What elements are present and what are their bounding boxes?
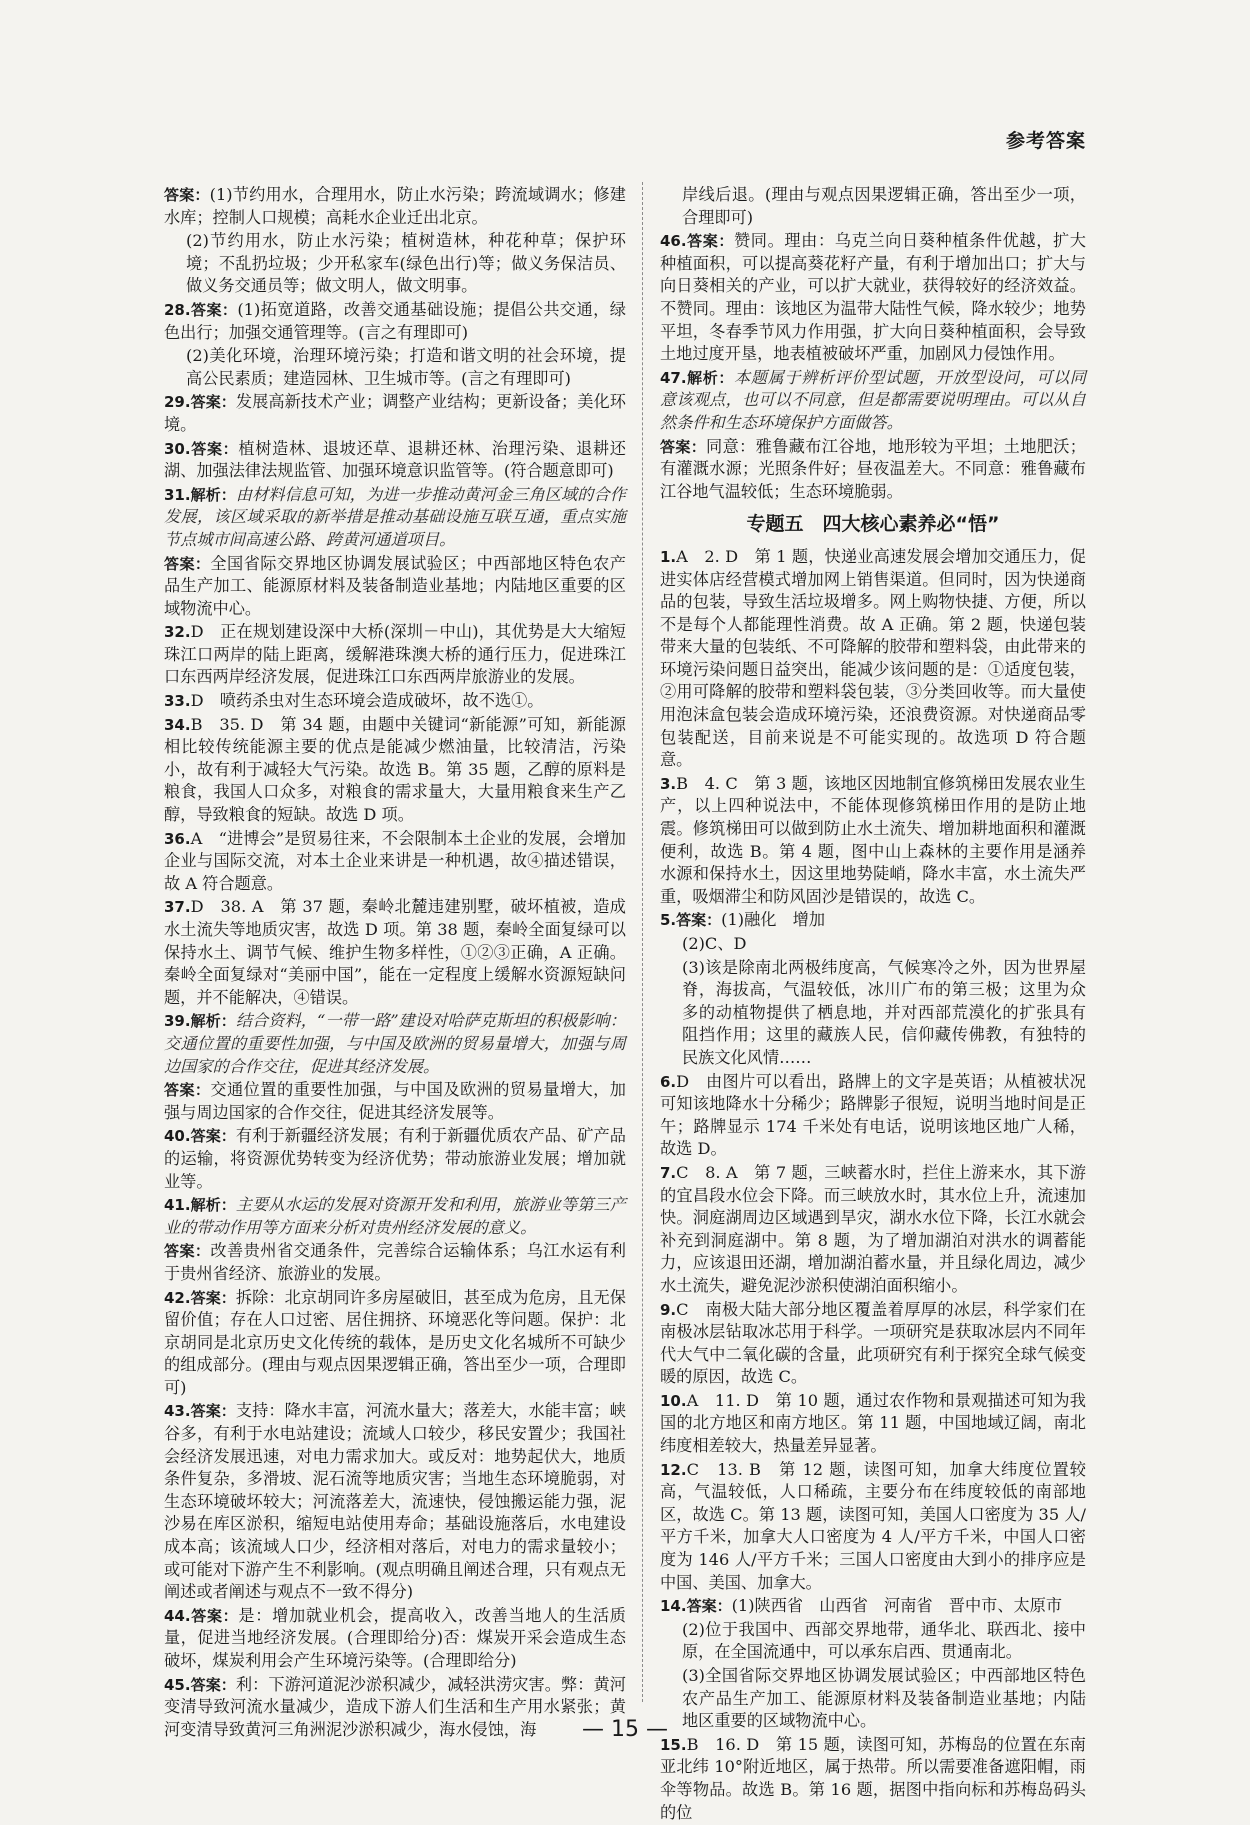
item-text: 是：增加就业机会，提高收入，改善当地人的生活质量，促进当地经济发展。(合理即给分)否：煤炭开采会造成生态破坏，煤炭利用会产生环境污染等。(合理即给分) [164,1605,626,1670]
item-number: 33. [164,692,191,711]
item-text: (1)融化 增加 [721,910,826,930]
answer-item [164,621,626,689]
page-number: — 15 — [582,1717,668,1742]
item-text: (2)位于我国中、西部交界地带，通华北、联西北、接中原，在全国流通中，可以承东启西、贯通南北。 [682,1619,1086,1662]
item-text: 同意：雅鲁藏布江谷地，地形较为平坦；土地肥沃；有灌溉水源；光照条件好；昼夜温差大。不同意：雅鲁藏布江谷地气温较低；生态环境脆弱。 [660,436,1086,501]
item-text: (3)全国省际交界地区协调发展试验区；中西部地区特色农产品生产加工、能源原材料及装备制造业基地；内陆地区重要的区域物流中心。 [682,1666,1086,1731]
item-text: 交通位置的重要性加强，与中国及欧洲的贸易量增大，加强与周边国家的合作交往，促进其经济发展等。 [164,1080,626,1122]
item-number: 34. [164,715,191,734]
answer-item [164,1287,626,1400]
answer-item [660,1734,1086,1824]
answer-item [164,1240,626,1285]
item-number: 42. [164,1288,191,1307]
item-number: 14. [660,1597,687,1616]
answer-item [660,1162,1086,1298]
item-number: 9. [660,1300,677,1319]
item-text: (1)节约用水，合理用水，防止水污染；跨流域调水；修建水库；控制人口规模；高耗水企业迁出北京。 [164,185,626,227]
item-text: 由材料信息可知，为进一步推动黄河金三角区域的合作发展，该区域采取的新举措是推动基础设施互联互通，重点实施节点城市间高速公路、跨黄河通道项目。 [164,484,626,549]
item-text: B 4. C 第 3 题，该地区因地制宜修筑梯田发展农业生产，以上四种说法中，不能体现修筑梯田作用的是防止地震。修筑梯田可以做到防止水土流失、增加耕地面积和灌溉便利，故选 B。第 4 题，图中山上森林的主要作用是涵养水源和保持水土，因这里地势陡峭，降水丰富，水土流失严重，吸烟滞尘和防风固沙是错误的，故选 C。 [660,773,1086,906]
item-number: 46. [660,232,687,251]
item-number: 40. [164,1127,191,1146]
item-label: 解析： [190,1196,236,1215]
item-label: 答案： [190,300,238,319]
item-text: D 喷药杀虫对生态环境会造成破坏，故不选①。 [190,691,544,711]
item-label: 答案： [190,393,236,412]
answer-item [164,184,626,229]
item-text: (2)美化环境，治理环境污染；打造和谐文明的社会环境，提高公民素质；建造园林、卫生城市等。(言之有理即可) [186,346,626,388]
answer-item [164,391,626,436]
item-text: 赞同。理由：乌克兰向日葵种植条件优越，扩大种植面积，可以提高葵花籽产量，有利于增加出口；扩大与向日葵相关的产业，可以扩大就业，获得较好的经济效益。不赞同。理由：该地区为温带大陆性气候，降水较少；地势平坦，冬春季节风力作用强，扩大向日葵种植面积，会导致土地过度开垦，地表植被破坏严重，加剧风力侵蚀作用。 [660,231,1086,364]
right-column-after [660,546,1086,1824]
item-label: 答案： [686,232,734,251]
item-label: 解析： [190,1012,236,1031]
answer-item [164,1079,626,1124]
answer-item [660,546,1086,772]
item-number: 31. [164,485,191,504]
item-text: (2)C、D [682,934,747,953]
header-title: 参考答案 [1005,130,1086,152]
answer-item [660,1619,1086,1664]
answer-item [164,299,626,344]
answer-item [164,714,626,827]
item-text: B 35. D 第 34 题，由题中关键词“新能源”可知，新能源相比较传统能源主要的优点是能减少燃油量，比较清洁，污染小，故有利于减轻大气污染。故选 B。第 35 题，乙醇的原料是粮食，我国人口众多，对粮食的需求量大，大量用粮食来生产乙醇，导致粮食的短缺。故选 D 项。 [164,714,626,825]
answer-item [660,230,1086,366]
answer-item [660,1595,1086,1618]
item-label: 答案： [660,437,707,456]
item-text: (3)该是除南北两极纬度高，气候寒冷之外，因为世界屋脊，海拔高，气温较低，冰川广布的第三极；这里为众多的动植物提供了栖息地，并对西部荒漠化的扩张具有阻挡作用；这里的藏族人民，信仰藏传佛教，有独特的民族文化风情…… [682,957,1086,1067]
item-text: C 13. B 第 12 题，读图可知，加拿大纬度位置较高，气温较低，人口稀疏，主要分布在纬度较低的南部地区，故选 C。第 13 题，读图可知，美国人口密度为 35 人/平方千米，加拿大人口密度为 4 人/平方千米，中国人口密度为 146 人/平方千米；三国人口密度由大到小的排序应是中国、美国、加拿大。 [660,1459,1086,1592]
item-number: 39. [164,1012,191,1031]
answer-item [660,773,1086,909]
item-number: 32. [164,623,191,642]
item-text: D 正在规划建设深中大桥(深圳－中山)，其优势是大大缩短珠江口两岸的陆上距离，缓解港珠澳大桥的通行压力，促进珠江口东西两岸经济发展，促进珠江口东西两岸旅游业的发展。 [164,622,626,687]
item-text: 有利于新疆经济发展；有利于新疆优质农产品、矿产品的运输，将资源优势转变为经济优势；带动旅游业发展；增加就业等。 [164,1126,626,1191]
item-text: C 南极大陆大部分地区覆盖着厚厚的冰层，科学家们在南极冰层钻取冰芯用于科学。一项研究是获取冰层内不同年代大气中二氧化碳的含量，此项研究有利于探究全球气候变暖的原因，故选 C。 [660,1299,1086,1387]
answer-item [164,1010,626,1078]
item-text: 岸线后退。(理由与观点因果逻辑正确，答出至少一项，合理即可) [682,185,1086,227]
answer-item [660,957,1086,1070]
section-title: 专题五 四大核心素养必“悟” [746,513,1000,536]
item-text: (1)拓宽道路，改善交通基础设施；提倡公共交通，绿色出行；加强交通管理等。(言之有理即可) [164,299,626,342]
column-divider [642,182,643,1702]
left-column [164,184,626,1742]
answer-item [164,1194,626,1239]
answer-item [164,828,626,896]
item-text: 改善贵州省交通条件，完善综合运输体系；乌江水运有利于贵州省经济、旅游业的发展。 [164,1241,626,1283]
answer-item [164,438,626,483]
answer-item [164,896,626,1009]
item-text: 拆除：北京胡同许多房屋破旧，甚至成为危房，且无保留价值；存在人口过密、居住拥挤、环境恶化等问题。保护：北京胡同是北京历史文化传统的载体，是历史文化名城所不可缺少的组成部分。(理由与观点因果逻辑正确，答出至少一项，合理即可) [164,1287,626,1397]
answer-item [660,1299,1086,1389]
item-label: 答案： [190,1288,236,1307]
item-text: 利：下游河道泥沙淤积减少，减轻洪涝灾害。弊：黄河变清导致河流水量减少，造成下游人们生活和生产用水紧张；黄河变清导致黄河三角洲泥沙淤积减少，海水侵蚀，海 [164,1674,626,1739]
answer-item [164,1400,626,1603]
right-column-before [660,184,1086,503]
answer-item [660,436,1086,504]
item-number: 7. [660,1163,677,1182]
item-label: 答案： [190,1402,236,1421]
item-number: 36. [164,829,191,848]
answer-item [164,690,626,713]
item-number: 43. [164,1402,191,1421]
answer-item [164,1125,626,1193]
item-number: 3. [660,774,677,793]
item-label: 答案： [164,554,211,573]
item-number: 41. [164,1196,191,1215]
item-number: 28. [164,300,191,319]
right-column [660,184,1086,1825]
answer-item [660,1390,1086,1458]
answer-item [164,345,626,390]
item-number: 5. [660,911,677,930]
item-number: 1. [660,547,677,566]
item-text: 主要从水运的发展对资源开发和利用，旅游业等第三产业的带动作用等方面来分析对贵州经济发展的意义。 [164,1195,626,1237]
item-text: 全国省际交界地区协调发展试验区；中西部地区特色农产品生产加工、能源原材料及装备制造业基地；内陆地区重要的区域物流中心。 [164,553,626,618]
item-number: 30. [164,439,191,458]
item-text: B 16. D 第 15 题，读图可知，苏梅岛的位置在东南亚北纬 10°附近地区，属于热带。所以需要准备遮阳帽，雨伞等物品。故选 B。第 16 题，据图中指向标和苏梅岛码头的位 [660,1734,1086,1822]
item-number: 29. [164,393,191,412]
answer-item [660,367,1086,435]
item-label: 答案： [164,186,210,204]
item-text: C 8. A 第 7 题，三峡蓄水时，拦住上游来水，其下游的宜昌段水位会下降。而三峡放水时，其水位上升，流速加快。洞庭湖周边区域遇到旱灾，湖水水位下降，长江水就会补充到洞庭湖中。第 8 题，为了增加湖泊对洪水的调蓄能力，应该退田还湖，增加湖泊蓄水量，并且绿化周边，减少水土流失，避免泥沙淤积使湖泊面积缩小。 [660,1162,1086,1295]
answer-item [164,553,626,621]
item-text: D 由图片可以看出，路牌上的文字是英语；从植被状况可知该地降水十分稀少；路牌影子很短，说明当地时间是正午；路牌显示 174 千米处有电话，说明该地区地广人稀，故选 D。 [660,1071,1086,1159]
item-number: 44. [164,1606,191,1625]
item-text: D 38. A 第 37 题，秦岭北麓违建别墅，破坏植被，造成水土流失等地质灾害，故选 D 项。第 38 题，秦岭全面复绿可以保持水土、调节气候、维护生物多样性，①②③正确，A 正确。秦岭全面复绿对“美丽中国”，能在一定程度上缓解水资源短缺问题，并不能解决，④错误。 [164,897,626,1007]
answer-item [660,1071,1086,1161]
item-number: 37. [164,898,191,917]
answer-item [660,909,1086,932]
item-text: 植树造林、退坡还草、退耕还林、治理污染、退耕还湖、加强法律法规监管、加强环境意识监管等。(符合题意即可) [164,438,626,481]
item-label: 答案： [190,1606,239,1625]
item-label: 答案： [164,1081,211,1100]
item-text: 支持：降水丰富，河流水量大；落差大，水能丰富；峡谷多，有利于水电站建设；流域人口较少，移民安置少；我国社会经济发展迅速，对电力需求加大。或反对：地势起伏大，地质条件复杂，多滑坡、泥石流等地质灾害；当地生态环境脆弱，对生态环境破坏较大；河流落差大，流速快，侵蚀搬运能力强，泥沙易在库区淤积，缩短电站使用寿命；基础设施落后，水电建设成本高；该流域人口少，经济相对落后，对电力的需求量较小；或可能对下游产生不利影响。(观点明确且阐述合理，只有观点无阐述或者阐述与观点不一致不得分) [164,1401,626,1602]
item-label: 答案： [190,1127,236,1146]
item-text: A “进博会”是贸易往来，不会限制本土企业的发展，会增加企业与国际交流，对本土企业来讲是一种机遇，故④描述错误，故 A 符合题意。 [164,828,626,893]
item-label: 答案： [686,1597,732,1616]
item-text: A 11. D 第 10 题，通过农作物和景观描述可知为我国的北方地区和南方地区。第 11 题，中国地域辽阔，南北纬度相差较大，热量差异显著。 [660,1390,1086,1456]
answer-item [164,484,626,552]
item-text: (2)节约用水，防止水污染；植树造林，种花种草；保护环境；不乱扔垃圾；少开私家车(绿色出行)等；做义务保洁员、做义务交通员等；做文明人，做文明事。 [186,231,626,296]
answer-item [660,933,1086,956]
item-number: 6. [660,1072,677,1091]
item-label: 解析： [190,485,236,504]
item-number: 12. [660,1460,687,1479]
item-number: 47. [660,368,687,387]
item-label: 解析： [686,368,734,387]
item-text: 结合资料，“一带一路”建设对哈萨克斯坦的积极影响：交通位置的重要性加强，与中国及欧洲的贸易量增大，加强与周边国家的合作交往，促进其经济发展。 [164,1011,626,1076]
item-number: 10. [660,1391,687,1410]
item-text: (1)陕西省 山西省 河南省 晋中市、太原市 [731,1596,1063,1616]
item-text: 本题属于辨析评价型试题，开放型设问，可以同意该观点，也可以不同意，但是都需要说明理由。可以从自然条件和生态环境保护方面做答。 [660,367,1086,432]
answer-item [164,1605,626,1673]
answer-item [164,230,626,298]
item-text: A 2. D 第 1 题，快递业高速发展会增加交通压力，促进实体店经营模式增加网上销售渠道。但同时，因为快递商品的包装，导致生活垃圾增多。网上购物快捷、方便，所以不是每个人都能理性消费。故 A 正确。第 2 题，快递包装带来大量的包装纸、不可降解的胶带和塑料袋，由此带来的环境污染问题日益突出，能减少该问题的是：①适度包装，②用可降解的胶带和塑料袋包装，③分类回收等。而大量使用泡沫盒包装会造成环境污染，还浪费资源。对快递商品零包装配送，目前来说是不可能实现的。故选项 D 符合题意。 [660,546,1086,770]
item-text: 发展高新技术产业；调整产业结构；更新设备；美化环境。 [164,392,626,434]
item-label: 答案： [190,439,239,458]
answer-item [660,184,1086,229]
item-label: 答案： [676,911,722,930]
item-number: 45. [164,1675,191,1694]
answer-item [660,1459,1086,1595]
item-label: 答案： [190,1675,236,1694]
item-label: 答案： [164,1242,211,1261]
item-number: 15. [660,1735,687,1754]
